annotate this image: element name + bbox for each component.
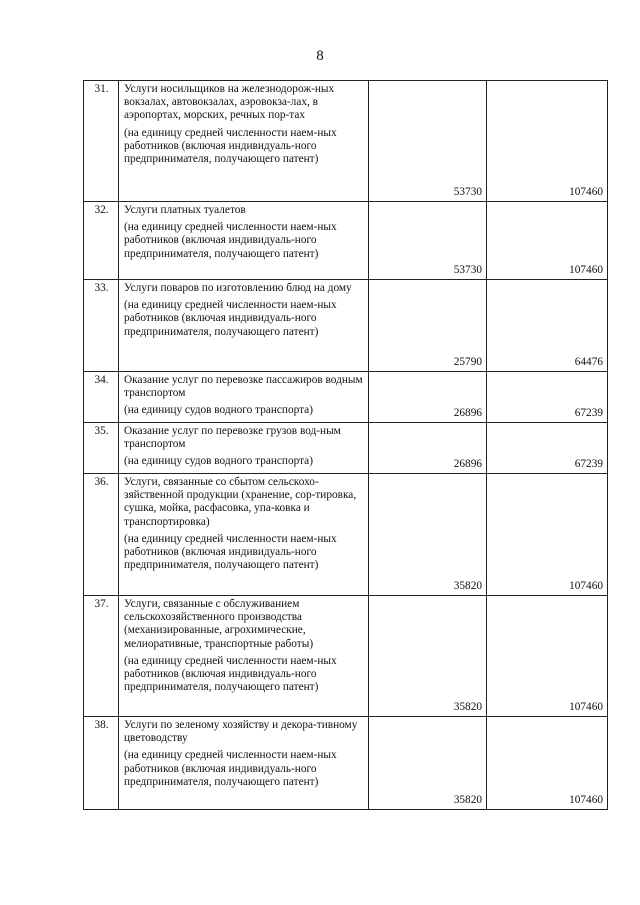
row-number: 32.	[84, 202, 119, 280]
value-column-1: 26896	[369, 372, 487, 423]
row-number: 36.	[84, 474, 119, 596]
row-number: 33.	[84, 280, 119, 372]
value-column-2: 107460	[487, 717, 608, 810]
table-row	[84, 202, 608, 280]
service-description	[119, 372, 369, 423]
row-number: 38.	[84, 717, 119, 810]
service-description	[119, 81, 369, 202]
value-column-2: 64476	[487, 280, 608, 372]
row-number: 37.	[84, 596, 119, 717]
table-row	[84, 596, 608, 717]
value-column-2: 67239	[487, 372, 608, 423]
page-number: 8	[316, 48, 324, 64]
row-number: 31.	[84, 81, 119, 202]
value-column-2: 67239	[487, 423, 608, 474]
value-column-2: 107460	[487, 596, 608, 717]
value-column-1: 26896	[369, 423, 487, 474]
service-unit: (на единицу средней численности наем-ных работников (включая индивидуаль-ного предпринимателя, получающего патент)	[124, 221, 337, 260]
service-description	[119, 474, 369, 596]
service-description	[119, 280, 369, 372]
service-title: Услуги по зеленому хозяйству и декора-тивному цветоводству	[124, 719, 358, 745]
table-row	[84, 423, 608, 474]
value-column-1: 35820	[369, 596, 487, 717]
table-row	[84, 280, 608, 372]
table-row	[84, 717, 608, 810]
value-column-1: 25790	[369, 280, 487, 372]
service-unit: (на единицу средней численности наем-ных работников (включая индивидуаль-ного предпринимателя, получающего патент)	[124, 749, 337, 788]
service-title: Оказание услуг по перевозке грузов вод-ным транспортом	[124, 425, 341, 451]
service-title: Оказание услуг по перевозке пассажиров водным транспортом	[124, 374, 363, 400]
value-column-1: 53730	[369, 202, 487, 280]
service-description	[119, 717, 369, 810]
service-title: Услуги платных туалетов	[124, 204, 246, 216]
row-number: 34.	[84, 372, 119, 423]
service-unit: (на единицу средней численности наем-ных работников (включая индивидуаль-ного предпринимателя, получающего патент)	[124, 532, 337, 572]
service-description	[119, 202, 369, 280]
table-row	[84, 474, 608, 596]
service-title: Услуги носильщиков на железнодорож-ных вокзалах, автовокзалах, аэровокза-лах, в аэропортах, морских, речных пор-тах	[124, 83, 335, 122]
service-title: Услуги, связанные со сбытом сельскохо-зяйственной продукции (хранение, сор-тировка, сушка, мойка, расфасовка, упа-ковка и транспортировка)	[124, 476, 357, 528]
service-unit: (на единицу средней численности наем-ных работников (включая индивидуаль-ного предпринимателя, получающего патент)	[124, 126, 337, 166]
service-description	[119, 423, 369, 474]
table-row	[84, 372, 608, 423]
value-column-2: 107460	[487, 202, 608, 280]
service-unit: (на единицу средней численности наем-ных работников (включая индивидуаль-ного предпринимателя, получающего патент)	[124, 299, 337, 338]
value-column-2: 107460	[487, 474, 608, 596]
value-column-1: 35820	[369, 717, 487, 810]
services-table	[83, 80, 608, 810]
value-column-2: 107460	[487, 81, 608, 202]
service-title: Услуги поваров по изготовлению блюд на дому	[124, 282, 352, 294]
row-number: 35.	[84, 423, 119, 474]
service-description	[119, 596, 369, 717]
value-column-1: 35820	[369, 474, 487, 596]
value-column-1: 53730	[369, 81, 487, 202]
service-unit: (на единицу судов водного транспорта)	[124, 455, 313, 468]
table-row	[84, 81, 608, 202]
service-unit: (на единицу средней численности наем-ных работников (включая индивидуаль-ного предпринимателя, получающего патент)	[124, 654, 337, 694]
service-unit: (на единицу судов водного транспорта)	[124, 404, 313, 417]
service-title: Услуги, связанные с обслуживанием сельскохозяйственного производства (механизированные, агрохимические, мелиоративные, транспортные работы)	[124, 598, 314, 650]
